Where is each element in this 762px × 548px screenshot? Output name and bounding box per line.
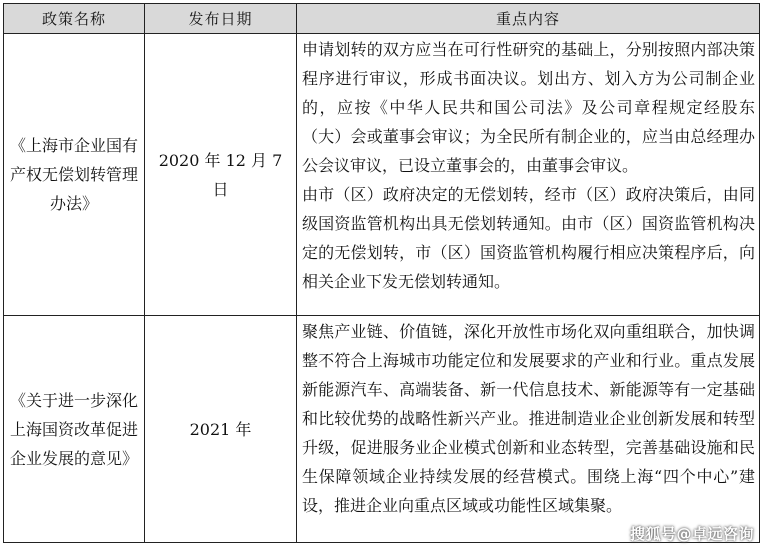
table-row xyxy=(4,316,760,543)
key-content-cell xyxy=(297,316,760,543)
header-key-content: 重点内容 xyxy=(297,4,760,34)
table-row xyxy=(4,34,760,316)
content-paragraph: 由市（区）政府决定的无偿划转，经市（区）政府决策后，由同级国资监管机构出具无偿划转通知。由市（区）国资监管机构决定的无偿划转，市（区）国资监管机构履行相应决策程序后，向相关企业下发无偿划转通知。 xyxy=(302,185,755,291)
header-release-date: 发布日期 xyxy=(145,4,297,34)
release-date-cell: 2021 年 xyxy=(145,316,297,543)
release-date-cell: 2020 年 12 月 7 日 xyxy=(145,34,297,316)
content-paragraph: 聚焦产业链、价值链，深化开放性市场化双向重组联合，加快调整不符合上海城市功能定位和发展要求的产业和行业。重点发展新能源汽车、高端装备、新一代信息技术、新能源等有一定基础和比较优势的战略性新兴产业。推进制造业企业创新发展和转型升级，促进服务业企业模式创新和业态转型，完善基础设施和民生保障领域企业持续发展的经营模式。围绕上海“四个中心”建设，推进企业向重点区域或功能性区域集聚。 xyxy=(302,322,755,515)
watermark-text: 搜狐号@卓远咨询 xyxy=(629,525,754,543)
policy-name-cell: 《上海市企业国有产权无偿划转管理办法》 xyxy=(4,34,145,316)
policy-name-cell: 《关于进一步深化上海国资改革促进企业发展的意见》 xyxy=(4,316,145,543)
header-policy-name: 政策名称 xyxy=(4,4,145,34)
policy-table xyxy=(3,3,760,543)
key-content-cell xyxy=(297,34,760,316)
content-paragraph: 申请划转的双方应当在可行性研究的基础上，分别按照内部决策程序进行审议，形成书面决议。划出方、划入方为公司制企业的，应按《中华人民共和国公司法》及公司章程规定经股东（大）会或董事会审议；为全民所有制企业的，应当由总经理办公会议审议，已设立董事会的，由董事会审议。 xyxy=(302,40,755,175)
table-header-row xyxy=(4,4,760,34)
